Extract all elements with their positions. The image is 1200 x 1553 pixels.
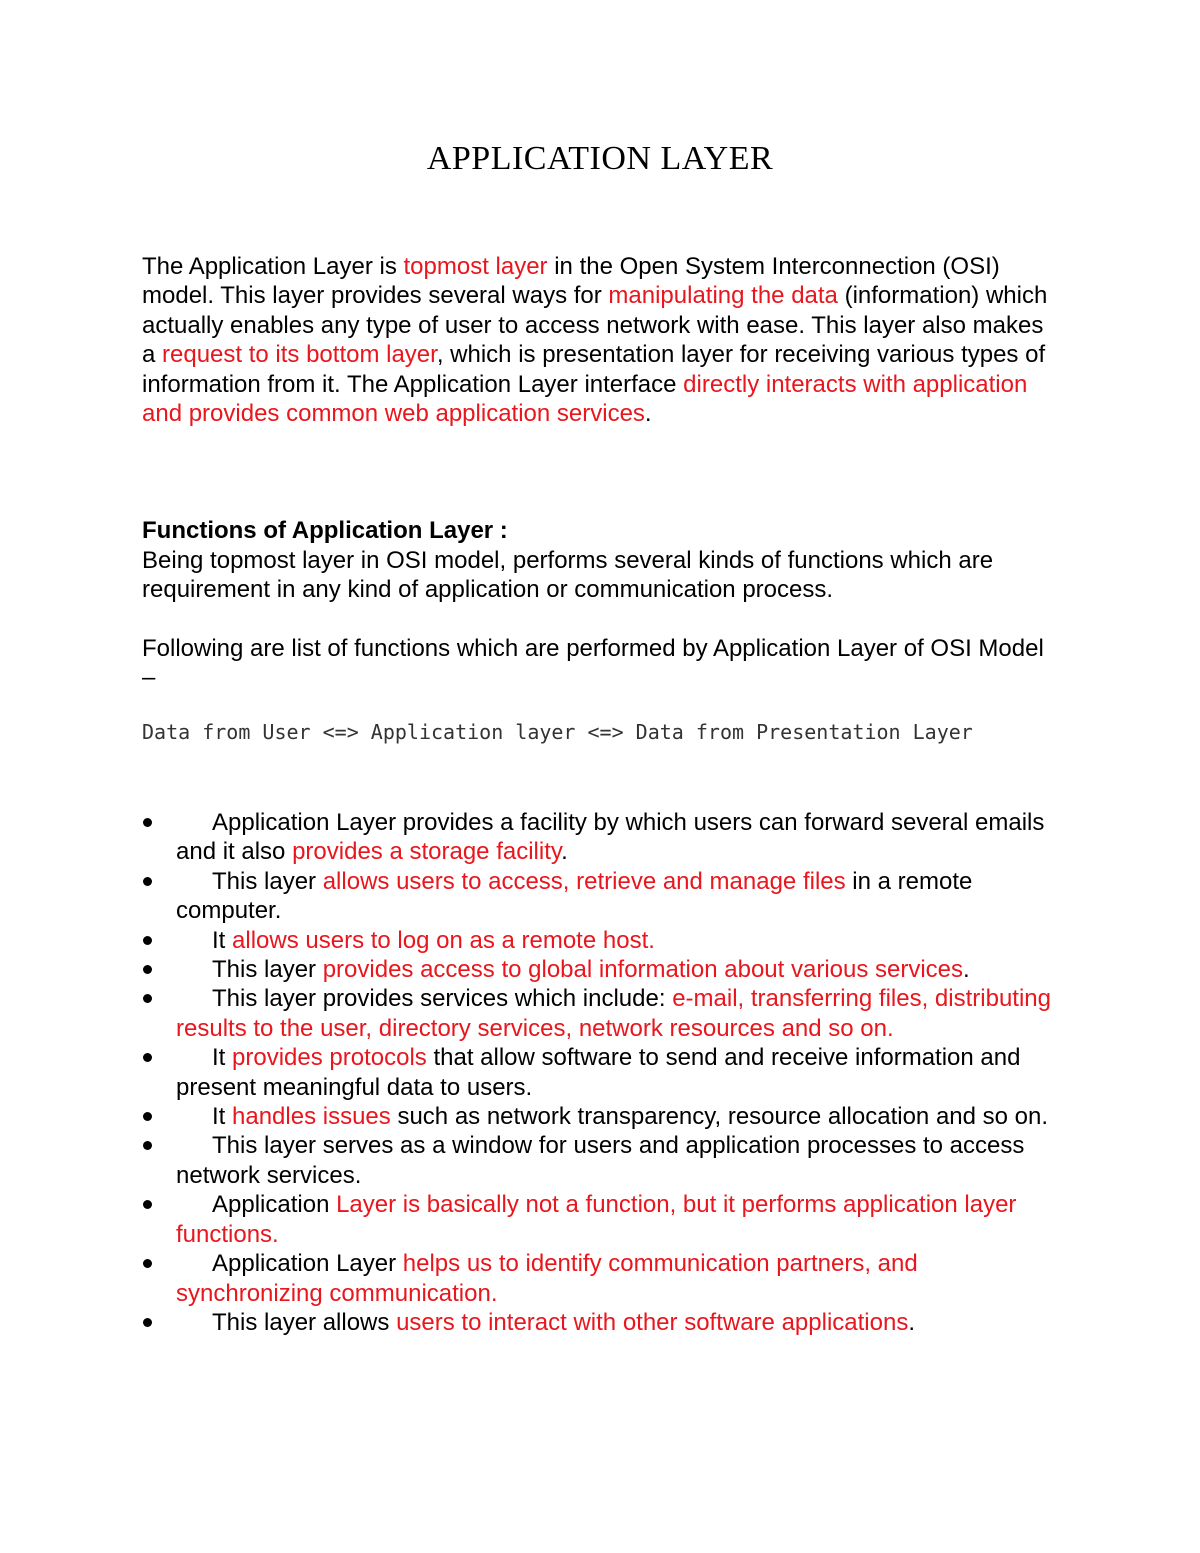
bullet-icon xyxy=(143,1141,152,1150)
bullet-highlight: e-mail, transferring files, distributing results to the user, directory services, network resources and so on. xyxy=(176,985,1051,1042)
intro-text-4: , which is presentation layer for receiving various types of information from it. The Application Layer interface xyxy=(142,341,1046,398)
functions-heading: Functions of Application Layer : xyxy=(142,517,508,544)
intro-text-3: (information) which actually enables any type of user to access network with ease. This layer also makes a xyxy=(142,282,1048,369)
bullet-text: This layer provides services which include: xyxy=(212,985,673,1013)
bullet-icon xyxy=(143,936,152,945)
bullet-highlight: provides access to global information about various services xyxy=(322,956,964,984)
bullet-icon xyxy=(143,1112,152,1121)
bullet-text: Application xyxy=(212,1191,337,1219)
functions-paragraph-1: Being topmost layer in OSI model, performs several kinds of functions which are requirement in any kind of application or communication process. xyxy=(142,547,994,604)
bullet-highlight: users to interact with other software applications xyxy=(396,1308,909,1336)
data-flow-line: Data from User <=> Application layer <=> Data from Presentation Layer xyxy=(142,720,973,744)
bullet-text-tail: that allow software to send and receive information and present meaningful data to users. xyxy=(176,1044,1021,1101)
bullet-text-tail: . xyxy=(908,1308,915,1336)
intro-text-1: The Application Layer is xyxy=(142,253,404,280)
list-item xyxy=(142,808,1062,867)
bullet-text: This layer xyxy=(212,867,323,895)
intro-highlight-4: directly interacts with application and provides common web application services xyxy=(142,370,1028,428)
intro-text-2: in the Open System Interconnection (OSI) model. This layer provides several ways for xyxy=(142,253,1000,310)
bullet-highlight: allows users to log on as a remote host. xyxy=(232,926,655,954)
bullet-text: This layer serves as a window for users and application processes to access network services. xyxy=(176,1132,1025,1189)
bullet-text-tail: such as network transparency, resource allocation and so on. xyxy=(390,1103,1049,1131)
list-item xyxy=(142,1043,1062,1102)
bullet-text: It xyxy=(212,1103,233,1131)
list-item xyxy=(142,984,1062,1043)
list-item xyxy=(142,955,1062,984)
bullet-highlight: helps us to identify communication partners, and synchronizing communication. xyxy=(176,1250,918,1307)
list-item xyxy=(142,1131,1062,1190)
bullet-icon xyxy=(143,818,152,827)
list-item xyxy=(142,926,1062,955)
intro-highlight-1: topmost layer xyxy=(403,253,548,280)
list-item xyxy=(142,867,1062,926)
bullet-icon xyxy=(143,965,152,974)
functions-list xyxy=(142,808,1062,1337)
intro-highlight-2: manipulating the data xyxy=(608,282,838,310)
bullet-text-tail: . xyxy=(963,956,970,984)
bullet-highlight: Layer is basically not a function, but it performs application layer functions. xyxy=(176,1191,1017,1248)
bullet-highlight: provides protocols xyxy=(232,1044,427,1072)
bullet-icon xyxy=(143,1053,152,1062)
bullet-icon xyxy=(143,994,152,1003)
bullet-icon xyxy=(143,1259,152,1268)
document-title: APPLICATION LAYER xyxy=(426,140,774,177)
bullet-text: Application Layer provides a facility by which users can forward several emails and it also xyxy=(176,809,1045,866)
bullet-highlight: handles issues xyxy=(232,1103,391,1131)
list-item xyxy=(142,1308,1062,1337)
list-item xyxy=(142,1102,1062,1131)
bullet-icon xyxy=(143,1200,152,1209)
bullet-text: This layer xyxy=(212,956,323,984)
bullet-icon xyxy=(143,1318,152,1327)
bullet-text: Application Layer xyxy=(212,1250,403,1278)
functions-paragraph-2: Following are list of functions which are performed by Application Layer of OSI Model – xyxy=(142,635,1044,692)
bullet-text: It xyxy=(212,926,233,954)
intro-paragraph xyxy=(142,252,1062,428)
bullet-highlight: allows users to access, retrieve and manage files xyxy=(322,867,846,895)
intro-text-5: . xyxy=(644,400,652,428)
bullet-text: It xyxy=(212,1044,233,1072)
list-item xyxy=(142,1249,1062,1308)
intro-highlight-3: request to its bottom layer xyxy=(162,341,437,369)
bullet-text-tail: in a remote computer. xyxy=(176,867,973,925)
list-item xyxy=(142,1190,1062,1249)
bullet-text: This layer allows xyxy=(212,1308,397,1336)
bullet-icon xyxy=(143,877,152,886)
bullet-highlight: provides a storage facility xyxy=(292,838,562,866)
bullet-text-tail: . xyxy=(561,838,568,866)
